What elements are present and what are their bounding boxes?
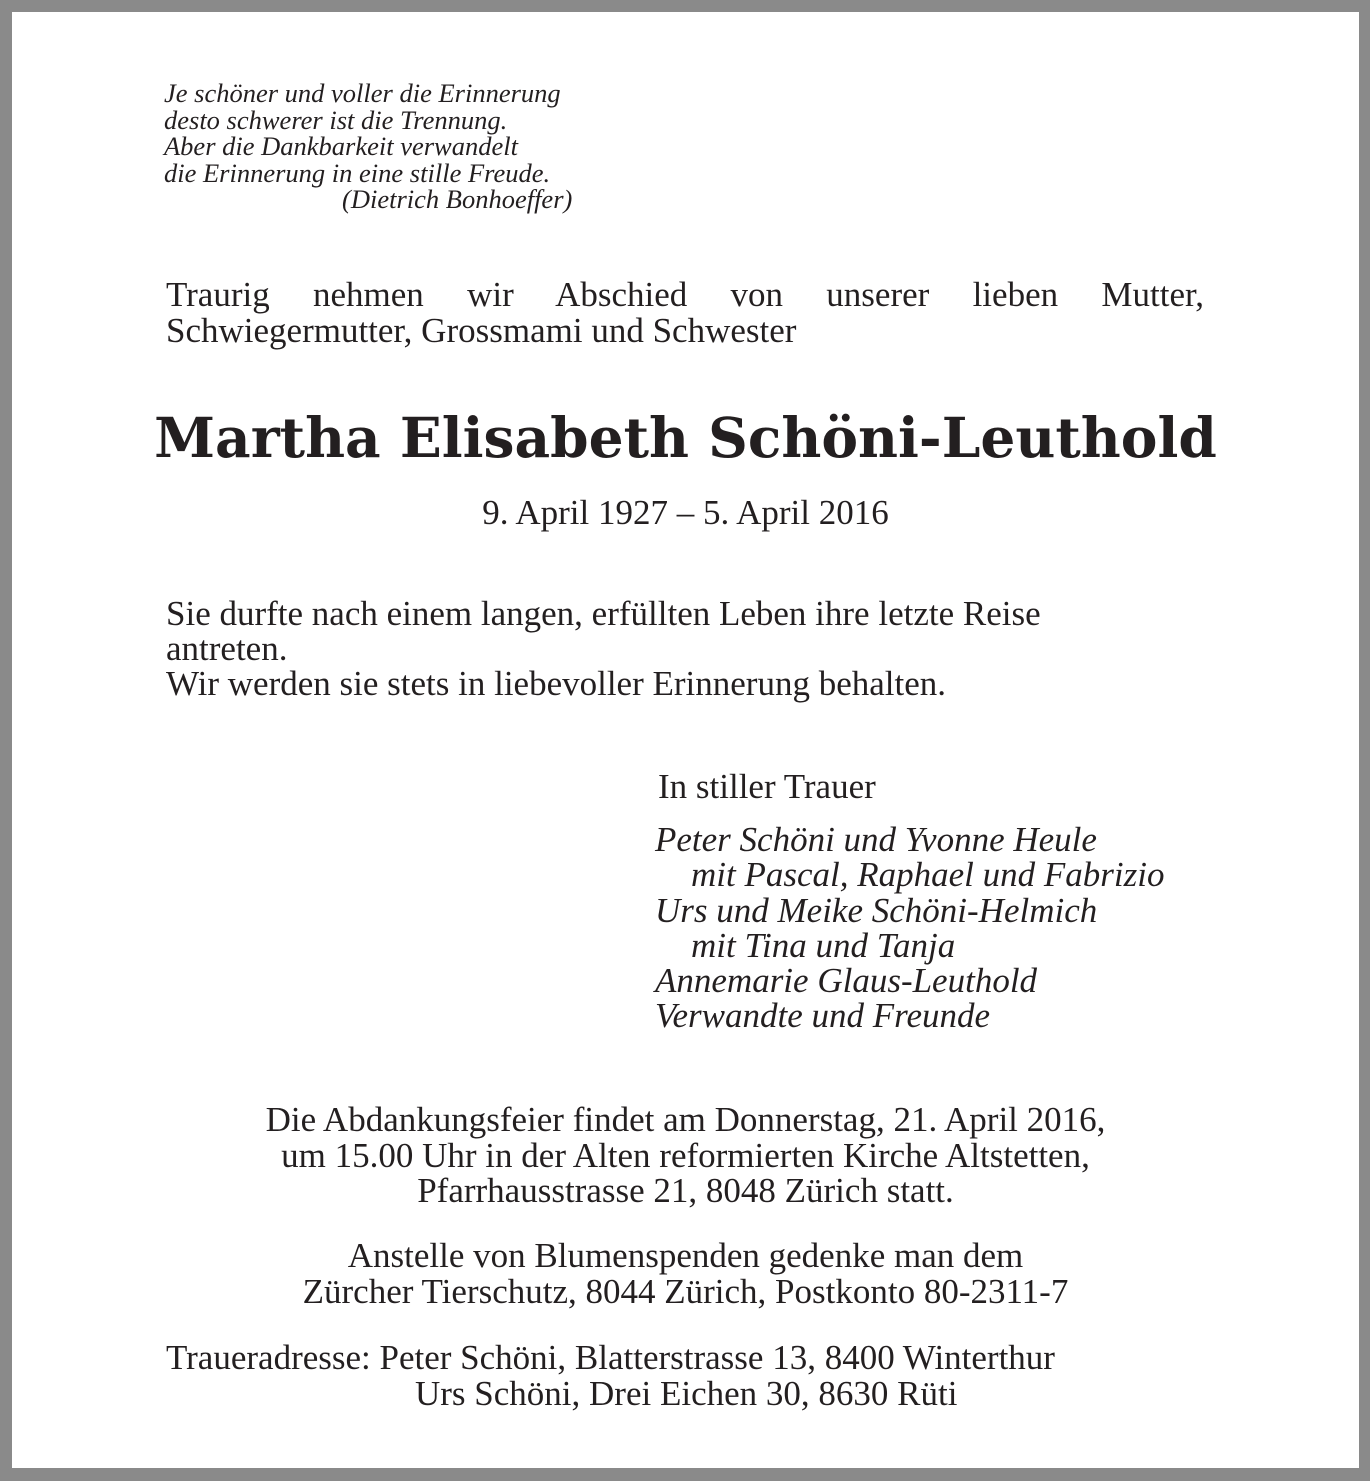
intro-text: [166, 277, 1204, 349]
mourner-line: mit Pascal, Raphael und Fabrizio: [691, 855, 1165, 895]
donation-info: [12, 1238, 1359, 1309]
life-dates: 9. April 1927 – 5. April 2016: [482, 493, 889, 532]
quote-line: die Erinnerung in eine stille Freude.: [164, 157, 551, 188]
mourner-line: Peter Schöni und Yvonne Heule: [655, 820, 1097, 859]
mourner-line: Urs und Meike Schöni-Helmich: [655, 890, 1098, 930]
life-text-line: Sie durfte nach einem langen, erfüllten Leben ihre letzte Reise: [166, 594, 1041, 633]
mourners-list: [655, 822, 1164, 1034]
donation-line: Zürcher Tierschutz, 8044 Zürich, Postkonto 80-2311-7: [302, 1271, 1069, 1311]
deceased-name: Martha Elisabeth Schöni-Leuthold: [154, 405, 1217, 470]
service-line: um 15.00 Uhr in der Alten reformierten Kirche Altstetten,: [281, 1135, 1090, 1175]
life-text: [166, 596, 1041, 701]
life-text-line: Wir werden sie stets in liebevoller Erinnerung behalten.: [166, 664, 946, 703]
service-line: Pfarrhausstrasse 21, 8048 Zürich statt.: [417, 1171, 954, 1210]
address-line: Urs Schöni, Drei Eichen 30, 8630 Rüti: [415, 1373, 958, 1413]
address-line: Traueradresse: Peter Schöni, Blatterstrasse 13, 8400 Winterthur: [166, 1338, 1055, 1377]
obituary-notice: [12, 12, 1359, 1468]
service-line: Die Abdankungsfeier findet am Donnerstag, 21. April 2016,: [265, 1100, 1106, 1139]
quote-line: Je schöner und voller die Erinnerung: [164, 78, 561, 108]
funeral-service-info: [12, 1102, 1359, 1209]
mourning-address: [166, 1340, 1055, 1411]
mourner-line: Annemarie Glaus-Leuthold: [655, 961, 1038, 1001]
donation-line: Anstelle von Blumenspenden gedenke man dem: [347, 1236, 1024, 1275]
mourner-line: mit Tina und Tanja: [691, 925, 956, 965]
intro-line: Traurig nehmen wir Abschied von unserer lieben Mutter,: [166, 275, 1204, 314]
quote-line: desto schwerer ist die Trennung.: [164, 104, 508, 135]
bonhoeffer-quote: [164, 80, 572, 213]
intro-line: Schwiegermutter, Grossmami und Schwester: [166, 311, 797, 350]
life-text-line: antreten.: [166, 629, 288, 668]
mourning-heading: In stiller Trauer: [658, 767, 876, 806]
mourner-line: Verwandte und Freunde: [655, 996, 991, 1036]
quote-line: Aber die Dankbarkeit verwandelt: [164, 131, 518, 161]
quote-author: (Dietrich Bonhoeffer): [342, 184, 573, 214]
